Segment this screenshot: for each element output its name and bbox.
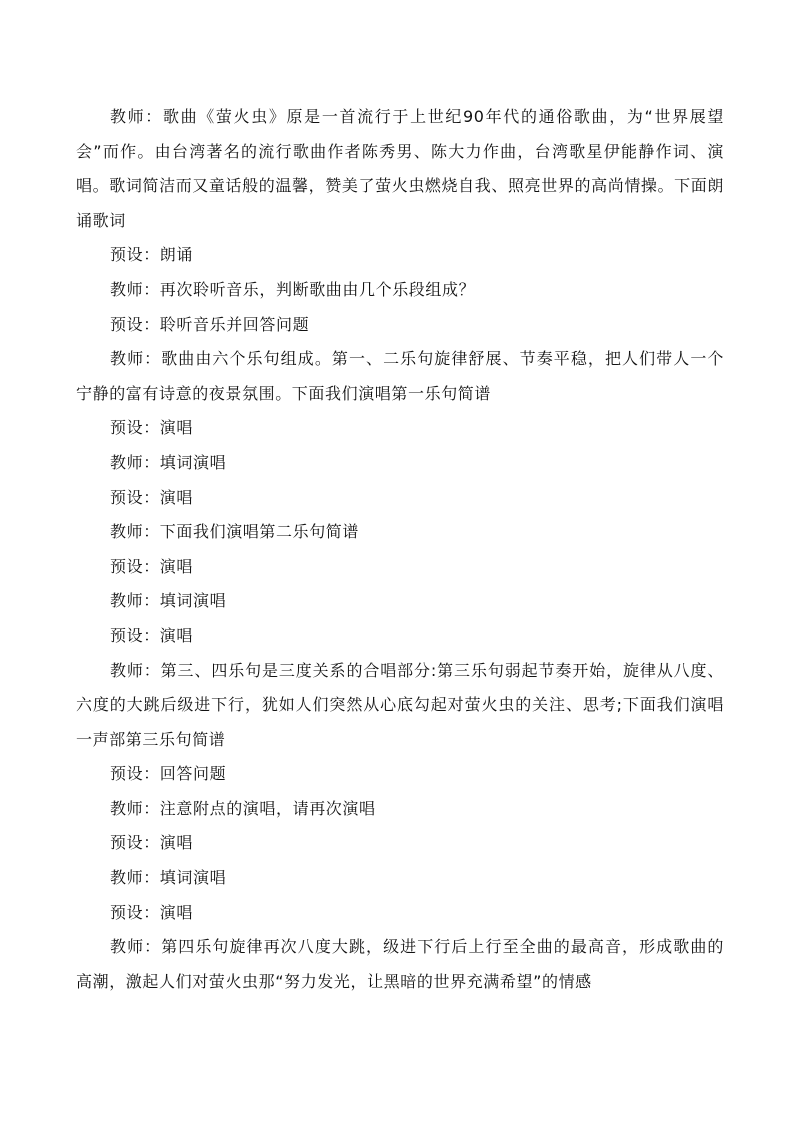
paragraph-teacher-lyrics-3: 教师：填词演唱 (110, 868, 227, 888)
paragraph-preset-sing-6: 预设：演唱 (110, 902, 194, 922)
paragraph-teacher-six-phrases: 教师：歌曲由六个乐句组成。第一、二乐句旋律舒展、节奏平稳，把人们带人一个宁静的富有诗意的夜景氛围。下面我们演唱第一乐句简谱 (76, 349, 724, 403)
paragraph-preset-sing-1: 预设：演唱 (110, 418, 194, 438)
paragraph-teacher-intro: 教师：歌曲《萤火虫》原是一首流行于上世纪90年代的通俗歌曲，为“世界展望会”而作。由台湾著名的流行歌曲作者陈秀男、陈大力作曲，台湾歌星伊能静作词、演唱。歌词简洁而又童话般的温馨，赞美了萤火虫燃烧自我、照亮世界的高尚情操。下面朗诵歌词 (76, 107, 724, 230)
paragraph-teacher-second-phrase: 教师：下面我们演唱第二乐句简谱 (110, 522, 360, 542)
paragraph-preset-listen-answer: 预设：聆听音乐并回答问题 (110, 314, 310, 334)
paragraph-teacher-dotted-notes: 教师：注意附点的演唱，请再次演唱 (110, 798, 376, 818)
paragraph-teacher-listen-again: 教师：再次聆听音乐，判断歌曲由几个乐段组成？ (110, 279, 476, 299)
paragraph-preset-recite: 预设：朗诵 (110, 245, 194, 265)
document-body (76, 100, 724, 999)
paragraph-teacher-lyrics-2: 教师：填词演唱 (110, 591, 227, 611)
paragraph-teacher-third-fourth: 教师：第三、四乐句是三度关系的合唱部分:第三乐句弱起节奏开始，旋律从八度、六度的大跳后级进下行，犹如人们突然从心底勾起对萤火虫的关注、思考;下面我们演唱一声部第三乐句简谱 (76, 660, 724, 749)
paragraph-preset-answer: 预设：回答问题 (110, 764, 227, 784)
paragraph-preset-sing-4: 预设：演唱 (110, 625, 194, 645)
paragraph-preset-sing-5: 预设：演唱 (110, 833, 194, 853)
paragraph-teacher-fourth-phrase: 教师：第四乐句旋律再次八度大跳，级进下行后上行至全曲的最高音，形成歌曲的高潮，激起人们对萤火虫那“努力发光，让黑暗的世界充满希望”的情感 (76, 937, 724, 991)
paragraph-teacher-lyrics-1: 教师：填词演唱 (110, 452, 227, 472)
paragraph-preset-sing-2: 预设：演唱 (110, 487, 194, 507)
paragraph-preset-sing-3: 预设：演唱 (110, 556, 194, 576)
